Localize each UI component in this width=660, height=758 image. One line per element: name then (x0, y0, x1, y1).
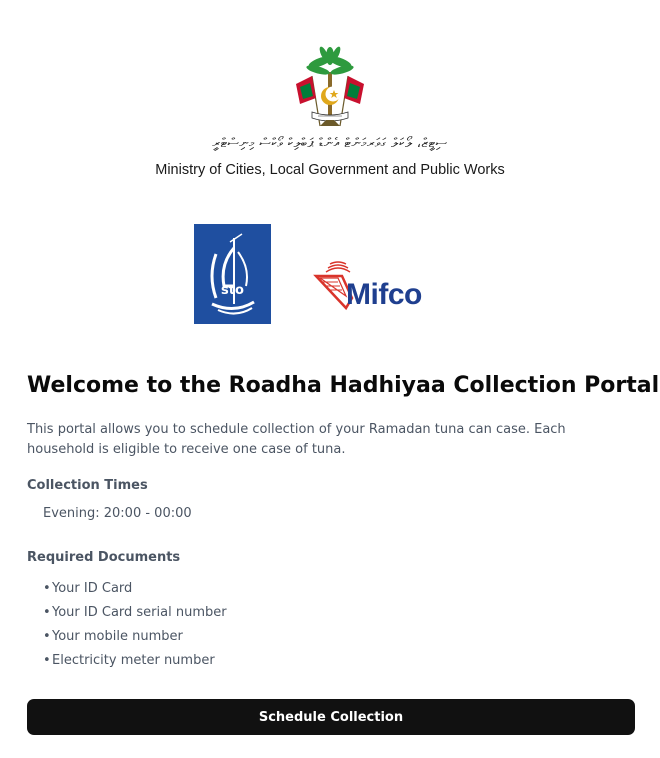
maldives-state-emblem-icon (290, 46, 370, 134)
document-label: Your ID Card (52, 581, 133, 596)
document-label: Your mobile number (52, 629, 183, 644)
mifco-logo-text: Mifco (346, 278, 422, 311)
document-label: Your ID Card serial number (52, 605, 227, 620)
collection-times-heading: Collection Times (27, 478, 148, 493)
bullet-icon: • (43, 605, 51, 620)
document-label: Electricity meter number (52, 653, 215, 668)
list-item (43, 601, 227, 625)
page-title: Welcome to the Roadha Hadhiyaa Collection Portal (27, 373, 660, 398)
bullet-icon: • (43, 581, 51, 596)
portal-intro: This portal allows you to schedule collection of your Ramadan tuna can case. Each household is eligible to receive one case of tuna. (27, 422, 566, 457)
list-item (43, 577, 227, 601)
sto-sailboat-logo-icon (194, 224, 271, 324)
collection-time-item: Evening: 20:00 - 00:00 (43, 506, 192, 521)
required-documents-heading: Required Documents (27, 550, 181, 565)
ministry-name-dhivehi: ސިޓީޒް، ލޯކަލް ގަވަރމަންޓް އެންޑް ޕަބްލިކް ވޯކްސް މިނިސްޓްރީ (212, 136, 448, 151)
bullet-icon: • (43, 653, 51, 668)
required-documents-list (43, 577, 227, 673)
list-item (43, 649, 227, 673)
ministry-name: Ministry of Cities, Local Government and Public Works (155, 162, 505, 178)
sto-logo-text: sto (221, 283, 244, 298)
sto-logo (194, 224, 271, 324)
list-item (43, 625, 227, 649)
schedule-collection-button[interactable]: Schedule Collection (27, 699, 635, 735)
bullet-icon: • (43, 629, 51, 644)
